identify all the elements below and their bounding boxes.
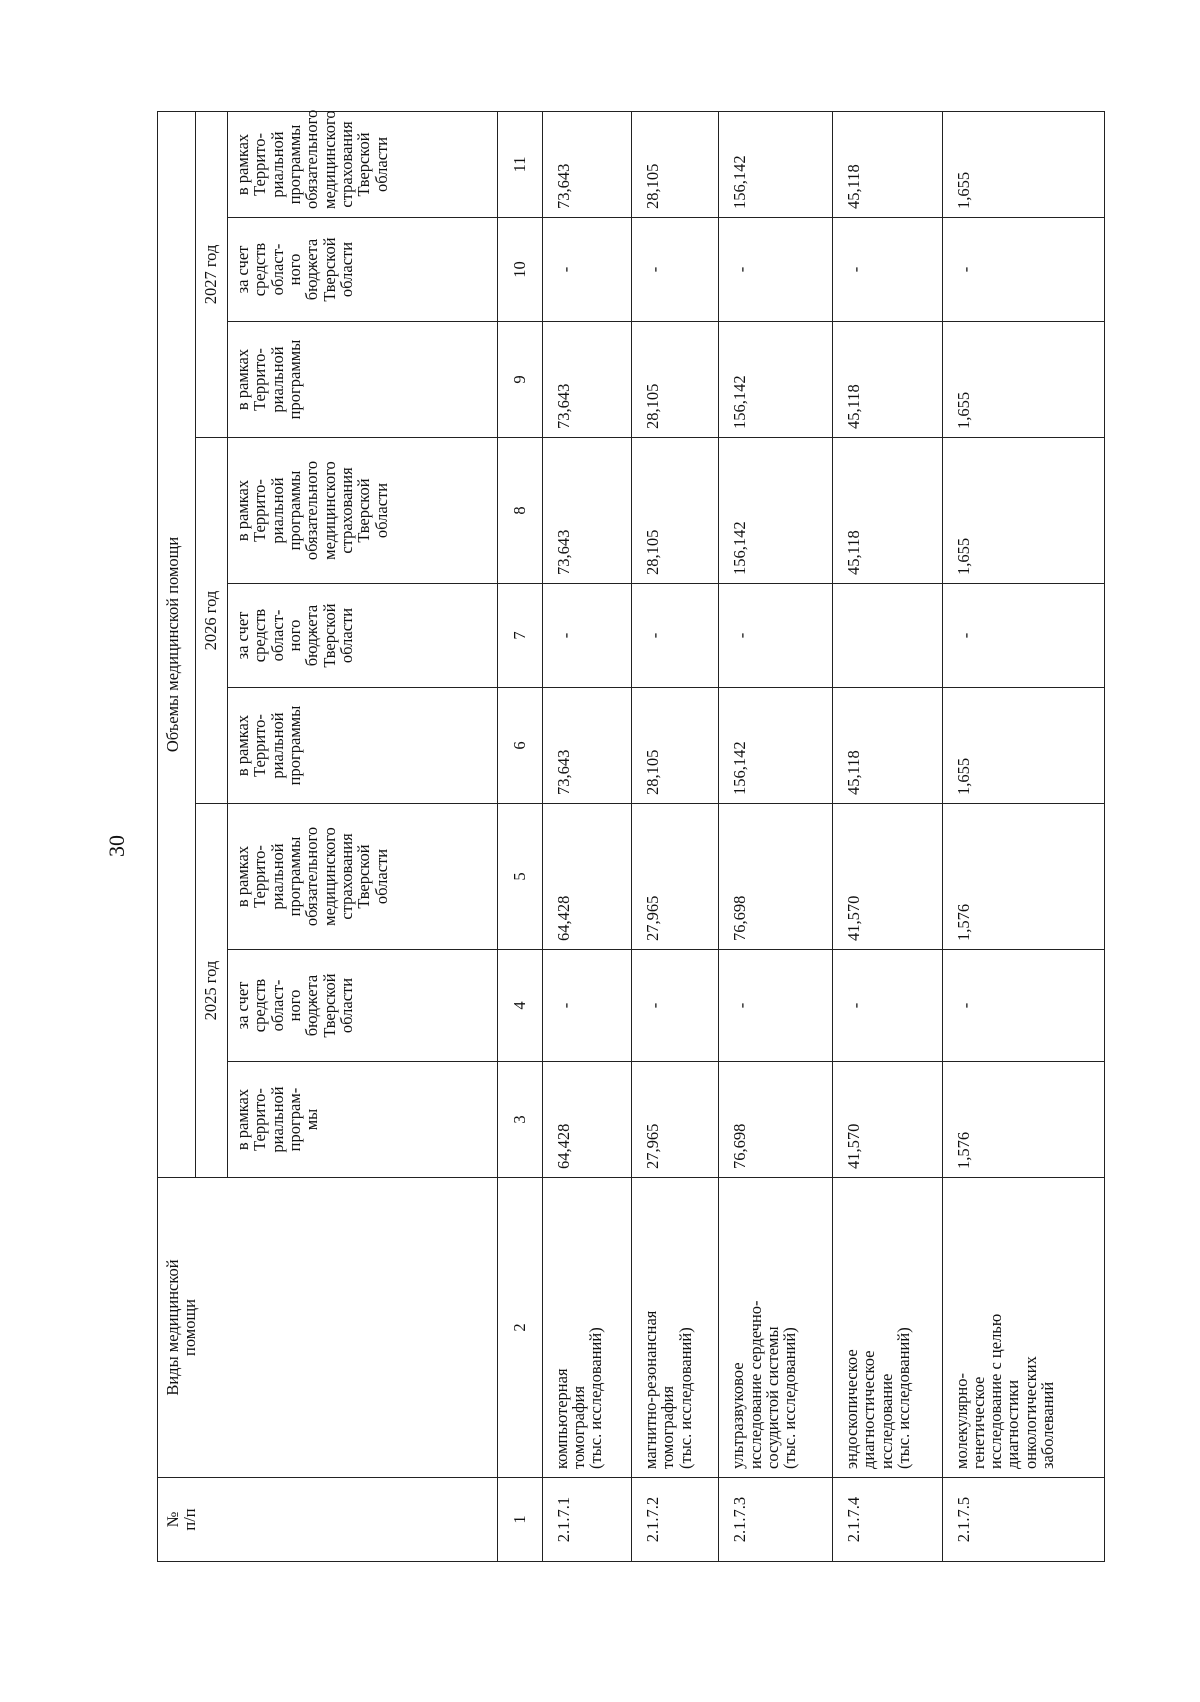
header-2025-regional-budget: за счет средств област- ного бюджета Тверской области	[228, 950, 498, 1062]
column-number: 7	[498, 584, 543, 688]
value-cell: 41,570	[832, 1062, 942, 1178]
row-index: 2.1.7.2	[631, 1478, 718, 1562]
value-cell: -	[942, 218, 1104, 322]
column-number: 11	[498, 111, 543, 217]
value-cell: 28,105	[631, 688, 718, 804]
column-number-row	[498, 111, 543, 1561]
value-cell: 156,142	[719, 322, 833, 438]
value-cell: 28,105	[631, 438, 718, 584]
row-index: 2.1.7.5	[942, 1478, 1104, 1562]
header-year-2025: 2025 год	[196, 804, 228, 1178]
value-cell: 73,643	[542, 688, 631, 804]
value-cell: -	[542, 950, 631, 1062]
value-cell: -	[542, 584, 631, 688]
column-number: 10	[498, 218, 543, 322]
header-2027-territorial: в рамках Террито- риальной программы	[228, 322, 498, 438]
header-2026-oms: в рамках Террито- риальной программы обязательного медицинского страхования Тверской области	[228, 438, 498, 584]
header-kind: Виды медицинской помощи	[158, 1178, 498, 1478]
column-number: 6	[498, 688, 543, 804]
rotated-table	[157, 109, 1105, 1562]
value-cell: 28,105	[631, 111, 718, 217]
value-cell: 76,698	[719, 1062, 833, 1178]
value-cell: 156,142	[719, 688, 833, 804]
value-cell: -	[719, 950, 833, 1062]
table-container	[157, 109, 1105, 1562]
header-2027-regional-budget: за счет средств област- ного бюджета Тверской области	[228, 218, 498, 322]
value-cell: 1,576	[942, 804, 1104, 950]
value-cell: 27,965	[631, 804, 718, 950]
row-index: 2.1.7.3	[719, 1478, 833, 1562]
value-cell: -	[719, 584, 833, 688]
value-cell: -	[719, 218, 833, 322]
value-cell: -	[942, 950, 1104, 1062]
table-row	[832, 111, 942, 1561]
value-cell	[832, 584, 942, 688]
value-cell: -	[631, 584, 718, 688]
column-number: 4	[498, 950, 543, 1062]
value-cell: 1,655	[942, 322, 1104, 438]
value-cell: 64,428	[542, 1062, 631, 1178]
value-cell: 27,965	[631, 1062, 718, 1178]
row-name: ультразвуковое исследование сердечно- сосудистой системы (тыс. исследований)	[719, 1178, 833, 1478]
row-name: молекулярно- генетическое исследование с целью диагностики онкологических заболеваний	[942, 1178, 1104, 1478]
value-cell: -	[631, 218, 718, 322]
header-2025-territorial: в рамках Террито- риальной програм- мы	[228, 1062, 498, 1178]
value-cell: 73,643	[542, 322, 631, 438]
value-cell: 1,655	[942, 688, 1104, 804]
row-name: магнитно-резонансная томография (тыс. исследований)	[631, 1178, 718, 1478]
table-row	[942, 111, 1104, 1561]
value-cell: 1,576	[942, 1062, 1104, 1178]
volumes-table	[157, 111, 1105, 1562]
value-cell: 45,118	[832, 438, 942, 584]
column-number: 9	[498, 322, 543, 438]
value-cell: -	[832, 950, 942, 1062]
row-name: компьютерная томография (тыс. исследований)	[542, 1178, 631, 1478]
value-cell: 73,643	[542, 111, 631, 217]
column-number: 1	[498, 1478, 543, 1562]
column-number: 8	[498, 438, 543, 584]
row-index: 2.1.7.4	[832, 1478, 942, 1562]
page-number: 30	[104, 835, 129, 857]
value-cell: 156,142	[719, 111, 833, 217]
value-cell: -	[631, 950, 718, 1062]
header-2026-regional-budget: за счет средств област- ного бюджета Тверской области	[228, 584, 498, 688]
header-2026-territorial: в рамках Террито- риальной программы	[228, 688, 498, 804]
row-index: 2.1.7.1	[542, 1478, 631, 1562]
row-name: эндоскопическое диагностическое исследование (тыс. исследований)	[832, 1178, 942, 1478]
value-cell: 45,118	[832, 111, 942, 217]
value-cell: 1,655	[942, 438, 1104, 584]
header-year-2027: 2027 год	[196, 111, 228, 437]
value-cell: 45,118	[832, 322, 942, 438]
value-cell: 156,142	[719, 438, 833, 584]
value-cell: -	[942, 584, 1104, 688]
value-cell: -	[542, 218, 631, 322]
column-number: 5	[498, 804, 543, 950]
value-cell: 1,655	[942, 111, 1104, 217]
value-cell: 41,570	[832, 804, 942, 950]
header-year-2026: 2026 год	[196, 438, 228, 804]
header-2027-oms: в рамках Террито- риальной программы обязательного медицинского страхования Тверской области	[228, 111, 498, 217]
table-row	[542, 111, 631, 1561]
value-cell: 73,643	[542, 438, 631, 584]
value-cell: 64,428	[542, 804, 631, 950]
value-cell: 76,698	[719, 804, 833, 950]
column-number: 3	[498, 1062, 543, 1178]
column-number: 2	[498, 1178, 543, 1478]
value-cell: 45,118	[832, 688, 942, 804]
table-row	[631, 111, 718, 1561]
table-row	[719, 111, 833, 1561]
header-2025-oms: в рамках Террито- риальной программы обязательного медицинского страхования Тверской области	[228, 804, 498, 950]
header-num: № п/п	[158, 1478, 498, 1562]
header-volumes: Объемы медицинской помощи	[158, 111, 196, 1177]
value-cell: 28,105	[631, 322, 718, 438]
value-cell: -	[832, 218, 942, 322]
